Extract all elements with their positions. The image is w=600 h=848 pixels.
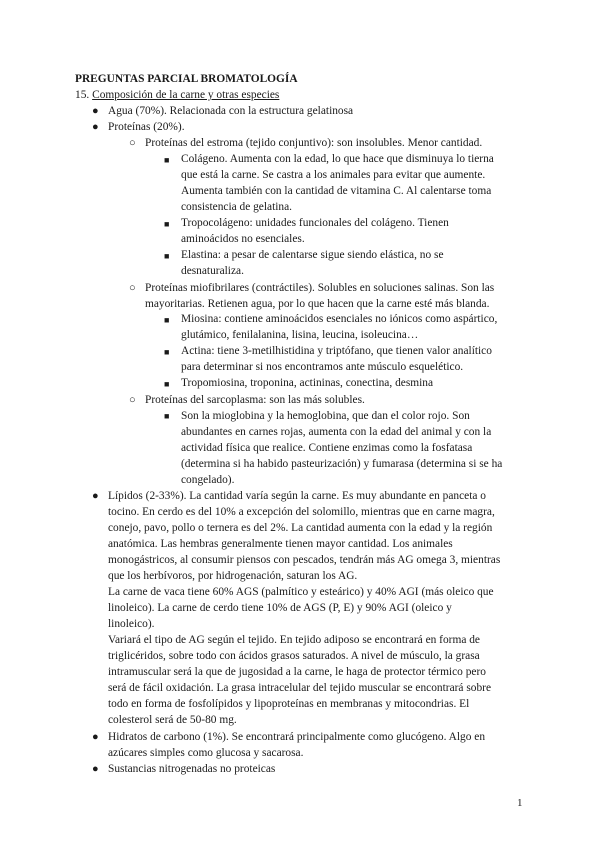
bullet-square: ■: [164, 251, 170, 261]
text-line: que los herbívoros, por hidrogenación, saturan los AG.: [108, 570, 358, 582]
text-line: para determinar si nos encontramos ante músculo esquelético.: [181, 361, 464, 373]
bullet-circle: ○: [129, 137, 136, 149]
text-line: que está la carne. Se castra a los animales para evitar que aumente.: [181, 169, 486, 181]
text-line: Elastina: a pesar de calentarse sigue siendo elástica, no se: [181, 249, 444, 261]
section-heading: [75, 88, 279, 103]
text-line: Proteínas miofibrilares (contráctiles). Solubles en soluciones salinas. Son las: [145, 282, 495, 294]
text-line: congelado).: [181, 474, 235, 486]
section-title: Composición de la carne y otras especies: [92, 89, 280, 101]
text-line: Proteínas del sarcoplasma: son las más solubles.: [145, 394, 365, 406]
text-line: Colágeno. Aumenta con la edad, lo que hace que disminuya lo tierna: [181, 153, 494, 165]
text-line: tocino. En cerdo es del 10% a excepción del solomillo, mientras que en carne magra,: [108, 506, 495, 518]
text-line: linoleico). La carne de cerdo tiene 10% de AGS (P, E) y 90% AGI (oleico y: [108, 602, 452, 614]
text-line: mayoritarias. Retienen agua, por lo que hacen que la carne esté más blanda.: [145, 298, 490, 310]
text-line: Proteínas del estroma (tejido conjuntivo): son insolubles. Menor cantidad.: [145, 137, 483, 149]
text-line: anatómica. Las hembras generalmente tienen mayor cantidad. Los animales: [108, 538, 453, 550]
text-line: Actina: tiene 3-metilhistidina y triptófano, que tienen valor analítico: [181, 345, 492, 357]
text-line: Tropomiosina, troponina, actininas, conectina, desmina: [181, 377, 434, 389]
bullet-square: ■: [164, 155, 170, 165]
text-line: desnaturaliza.: [181, 265, 244, 277]
bullet-circle: ○: [129, 282, 136, 294]
text-line: Tropocolágeno: unidades funcionales del colágeno. Tienen: [181, 217, 449, 229]
text-line: monogástricos, al consumir piensos con pescados, tendrán más AG omega 3, mientras: [108, 554, 501, 566]
text-line: Aumenta también con la cantidad de vitamina C. Al calentarse toma: [181, 185, 492, 197]
text-line: Miosina: contiene aminoácidos esenciales no iónicos como aspártico,: [181, 313, 498, 325]
bullet-disc: ●: [92, 763, 99, 775]
text-line: intramuscular será la que de jugosidad a la carne, le haga de protector térmico pero: [108, 666, 486, 678]
bullet-disc: ●: [92, 121, 99, 133]
text-line: Agua (70%). Relacionada con la estructura gelatinosa: [108, 105, 354, 117]
text-line: (determina si ha habido pasteurización) y fumarasa (determina si se ha: [181, 458, 503, 470]
page-number: 1: [517, 797, 523, 809]
text-line: Hidratos de carbono (1%). Se encontrará principalmente como glucógeno. Algo en: [108, 731, 486, 743]
text-line: La carne de vaca tiene 60% AGS (palmítico y esteárico) y 40% AGI (más oleico que: [108, 586, 494, 598]
text-line: Variará el tipo de AG según el tejido. En tejido adiposo se encontrará en forma de: [108, 634, 480, 646]
text-line: glutámico, fenilalanina, lisina, leucina, isoleucina…: [181, 329, 419, 341]
bullet-square: ■: [164, 347, 170, 357]
bullet-square: ■: [164, 411, 170, 421]
text-line: conejo, pavo, pollo o ternera es del 2%. La cantidad aumenta con la edad y la región: [108, 522, 493, 534]
text-line: consistencia de gelatina.: [181, 201, 293, 213]
text-line: todo en forma de fosfolípidos y lipoproteínas en membranas y mitocondrias. El: [108, 698, 470, 710]
document-title: PREGUNTAS PARCIAL BROMATOLOGÍA: [75, 73, 298, 85]
text-line: será de fácil oxidación. La grasa intracelular del tejido muscular se encontrará sobre: [108, 682, 491, 694]
bullet-disc: ●: [92, 731, 99, 743]
text-line: actividad física que realice. Contiene enzimas como la fosfatasa: [181, 442, 473, 454]
text-line: triglicéridos, sobre todo con ácidos grasos saturados. A nivel de músculo, la grasa: [108, 650, 480, 662]
text-line: Proteínas (20%).: [108, 121, 185, 133]
bullet-square: ■: [164, 219, 170, 229]
text-line: Son la mioglobina y la hemoglobina, que dan el color rojo. Son: [181, 410, 470, 422]
bullet-square: ■: [164, 379, 170, 389]
bullet-square: ■: [164, 315, 170, 325]
text-line: colesterol será de 50-80 mg.: [108, 714, 237, 726]
text-line: linoleico).: [108, 618, 155, 630]
text-line: aminoácidos no esenciales.: [181, 233, 305, 245]
bullet-disc: ●: [92, 490, 99, 502]
bullet-circle: ○: [129, 394, 136, 406]
bullet-disc: ●: [92, 105, 99, 117]
text-line: Sustancias nitrogenadas no proteicas: [108, 763, 276, 775]
text-line: Lípidos (2-33%). La cantidad varía según la carne. Es muy abundante en panceta o: [108, 490, 486, 502]
text-line: azúcares simples como glucosa y sacarosa.: [108, 747, 304, 759]
section-number: 15.: [75, 89, 90, 101]
text-line: abundantes en carnes rojas, aumenta con la edad del animal y con la: [181, 426, 492, 438]
